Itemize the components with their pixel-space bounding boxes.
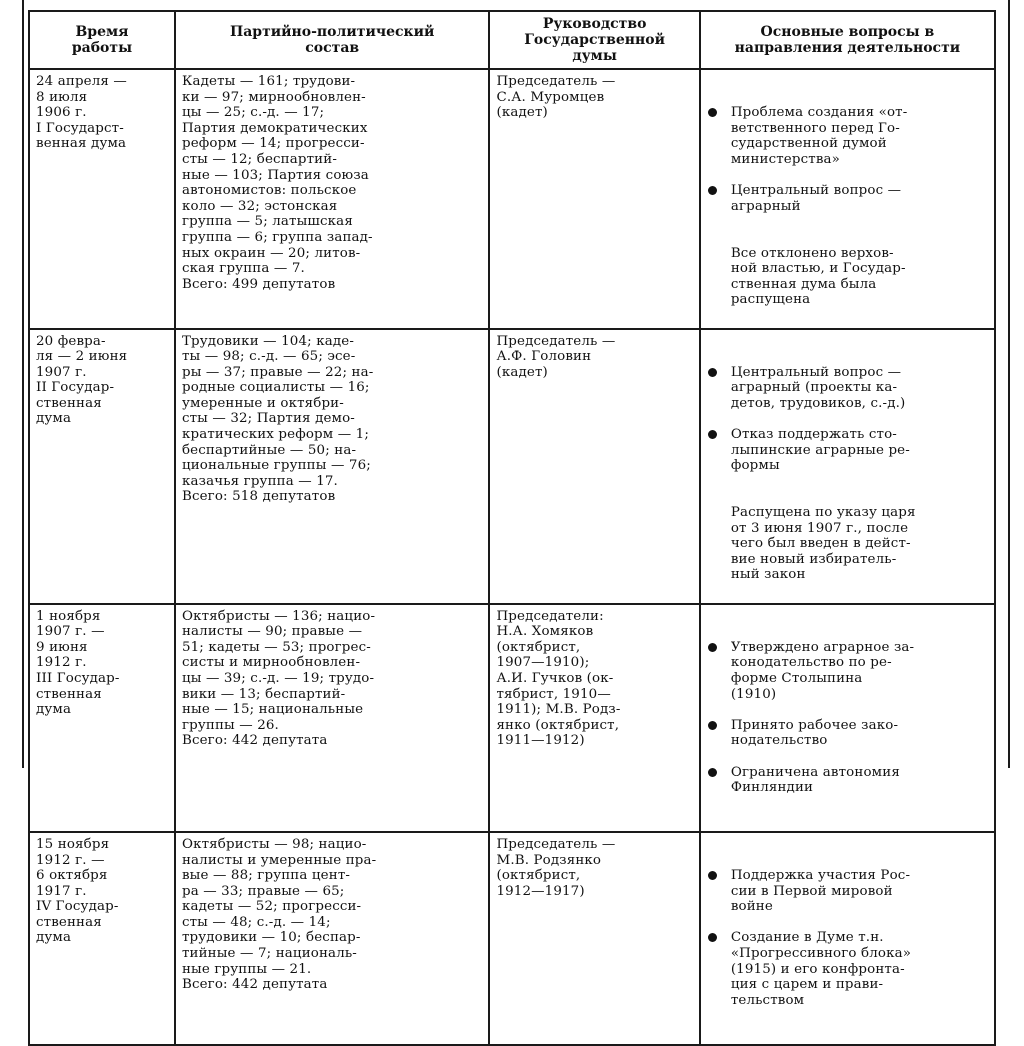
issue-note: Распущена по указу царя от 3 июня 1907 г., после чего был введен в дейст- вие новый избиратель- ный закон [730,505,916,583]
issues-cell [700,604,995,832]
table-row [29,604,995,832]
bullet-icon [708,768,717,777]
bullet-icon [708,186,717,195]
issues-cell [700,832,995,1045]
header-row [29,11,995,69]
issues-cell [700,69,995,329]
period-cell: 15 ноября 1912 г. — 6 октября 1917 г. IV Государ- ственная дума [29,832,175,1045]
issues-cell [700,329,995,604]
table-row [29,69,995,329]
composition-cell: Октябристы — 136; нацио- налисты — 90; правые — 51; кадеты — 53; прогрес- систы и мирнообновлен- цы — 39; с.-д. — 19; трудо- вики — 13; беспартий- ные — 15; национальные группы — 26. Всего: 442 депутата [175,604,489,832]
issue-item [707,105,988,167]
composition-cell: Кадеты — 161; трудови- ки — 97; мирнообновлен- цы — 25; с.-д. — 17; Партия демократических реформ — 14; прогресси- сты — 12; беспартий- ные — 103; Партия союза автономистов: польское коло — 32; эстонская группа — 5; латышская группа — 6; группа запад- ных окраин — 20; литов- ская группа — 7. Всего: 499 депутатов [175,69,489,329]
composition-cell: Трудовики — 104; каде- ты — 98; с.-д. — 65; эсе- ры — 37; правые — 22; на- родные социалисты — 16; умеренные и октябри- сты — 32; Партия демо- кратических реформ — 1; беспартийные — 50; на- циональные группы — 76; казачья группа — 17. Всего: 518 депутатов [175,329,489,604]
composition-cell: Октябристы — 98; нацио- налисты и умеренные пра- вые — 88; группа цент- ра — 33; правые — 65; кадеты — 52; прогресси- сты — 48; с.-д. — 14; трудовики — 10; беспар- тийные — 7; националь- ные группы — 21. Всего: 442 депутата [175,832,489,1045]
bullet-icon [708,430,717,439]
leadership-cell: Председатель — М.В. Родзянко (октябрист, 1912—1917) [489,832,699,1045]
issue-text: Создание в Думе т.н. «Прогрессивного блока» (1915) и его конфронта- ция с царем и прави- тельством [730,930,912,1008]
issue-text: Центральный вопрос — аграрный (проекты ка- детов, трудовиков, с.-д.) [730,364,906,411]
issue-text: Проблема создания «от- ветственного перед Го- сударственной думой министерства» [730,105,908,167]
issue-item [707,427,988,474]
issue-item [707,868,988,915]
duma-table [28,10,996,1046]
issue-text: Утверждено аграрное за- конодательство по ре- форме Столыпина (1910) [730,639,915,702]
bullet-icon [708,643,717,652]
issue-item [707,183,988,214]
issue-text: Принято рабочее зако- нодательство [730,717,899,749]
header-leadership: Руководство Государственной думы [489,11,699,69]
bullet-icon [708,933,717,942]
leadership-cell: Председатель — С.А. Муромцев (кадет) [489,69,699,329]
bullet-icon [708,721,717,730]
issue-text: Поддержка участия Рос- сии в Первой мировой войне [730,868,911,915]
issue-note: Все отклонено верхов- ной властью, и Государ- ственная дума была распущена [730,245,906,308]
header-period: Время работы [29,11,175,69]
bullet-icon [708,108,717,117]
bullet-icon [708,368,717,377]
leadership-cell: Председатели: Н.А. Хомяков (октябрист, 1907—1910); А.И. Гучков (ок- тябрист, 1910— 1911); М.В. Родз- янко (октябрист, 1911—1912) [489,604,699,832]
issue-item [707,765,988,796]
issue-item [707,365,988,412]
header-composition: Партийно-политический состав [175,11,489,69]
issue-item [707,930,988,1008]
period-cell: 20 февра- ля — 2 июня 1907 г. II Государ- ственная дума [29,329,175,604]
period-cell: 24 апреля — 8 июля 1906 г. I Государст- венная дума [29,69,175,329]
period-cell: 1 ноября 1907 г. — 9 июня 1912 г. III Государ- ственная дума [29,604,175,832]
table-row [29,329,995,604]
bullet-icon [708,871,717,880]
leadership-cell: Председатель — А.Ф. Головин (кадет) [489,329,699,604]
issue-text: Отказ поддержать сто- лыпинские аграрные ре- формы [730,427,910,474]
issue-text: Ограничена автономия Финляндии [730,764,900,796]
issue-item [707,718,988,749]
issue-item [707,640,988,702]
header-issues: Основные вопросы в направления деятельности [700,11,995,69]
table-row [29,832,995,1045]
issue-text: Центральный вопрос — аграрный [730,183,902,214]
